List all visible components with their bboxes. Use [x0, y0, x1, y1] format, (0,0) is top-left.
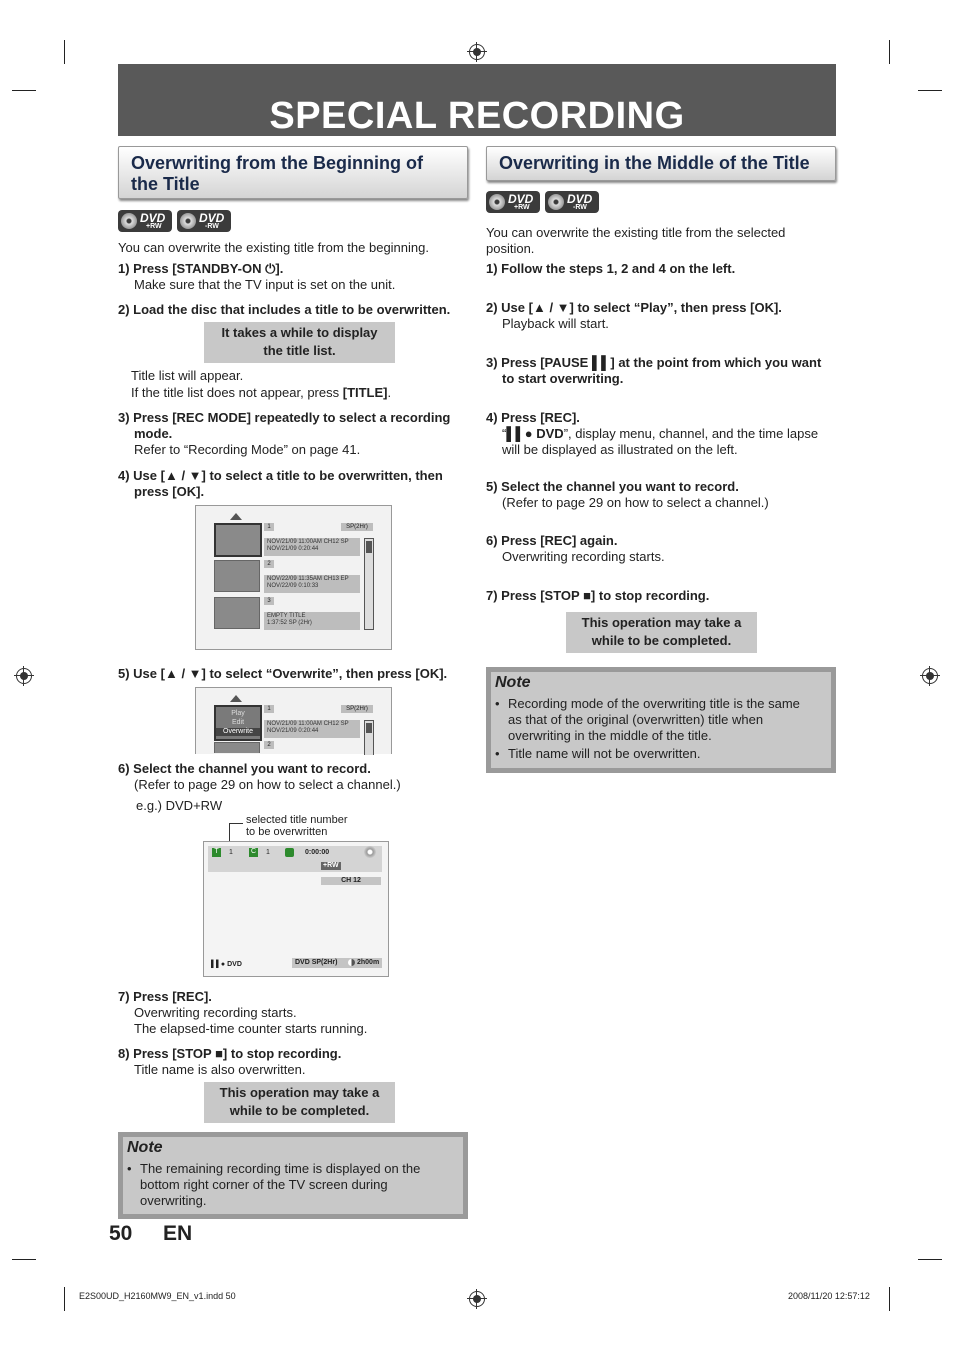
up-arrow-icon: [230, 695, 242, 702]
right-step-2-sub: Playback will start.: [502, 316, 609, 331]
info-box-title-list: It takes a while to display the title list.: [204, 322, 395, 363]
dvd-plus-rw-logo: DVD +RW: [486, 191, 540, 213]
crop-mark: [12, 90, 36, 91]
right-step-4: 4) Press [REC].: [486, 410, 580, 425]
page-number: 50: [109, 1222, 133, 1245]
disc-icon: [548, 194, 564, 210]
info-box-operation: This operation may take a while to be completed.: [204, 1082, 395, 1123]
right-step-4-sub: “▌▌● DVD”, display menu, channel, and the time lapse: [502, 426, 819, 441]
title-thumbnail: [214, 742, 260, 753]
crop-mark: [918, 1259, 942, 1260]
page-title: SPECIAL RECORDING: [269, 95, 685, 137]
overwrite-menu-screen: [195, 687, 392, 754]
title-bar: [118, 64, 836, 136]
left-step-1: 1) Press [STANDBY-ON ⏻].: [118, 261, 284, 276]
media-badge: +RW: [323, 862, 339, 869]
section-heading-left-text: Overwriting from the Beginning of the Title: [131, 153, 423, 194]
status-bar: [208, 846, 382, 872]
disc-icon: [364, 846, 376, 858]
left-after-box-2: If the title list does not appear, press [TITLE].: [131, 385, 392, 400]
right-step-5: 5) Select the channel you want to record.: [486, 479, 739, 494]
left-step-6-sub: (Refer to page 29 on how to select a channel.): [134, 777, 401, 792]
crop-mark: [889, 1287, 890, 1311]
callout-line: [229, 823, 243, 824]
title-number: 2: [264, 560, 274, 568]
crop-mark: [64, 1287, 65, 1311]
clock-icon: [285, 848, 294, 857]
right-step-5-sub: (Refer to page 29 on how to select a channel.): [502, 495, 769, 510]
note-box-left: Note • The remaining recording time is displayed on the bottom right corner of the TV screen during overwriting.: [118, 1132, 468, 1219]
right-step-3: 3) Press [PAUSE ▌▌] at the point from which you want: [486, 355, 822, 370]
title-number: 3: [264, 597, 274, 605]
left-step-3-sub: Refer to “Recording Mode” on page 41.: [134, 442, 361, 457]
note-title: Note: [495, 674, 531, 691]
right-step-7: 7) Press [STOP ■] to stop recording.: [486, 588, 710, 603]
right-step-2: 2) Use [▲ / ▼] to select “Play”, then press [OK].: [486, 300, 782, 315]
left-step-7-sub-2: The elapsed-time counter starts running.: [134, 1021, 368, 1036]
registration-mark-icon: [16, 668, 32, 684]
registration-mark-icon: [922, 668, 938, 684]
left-after-box-1: Title list will appear.: [131, 368, 244, 383]
left-step-6: 6) Select the channel you want to record.: [118, 761, 371, 776]
crop-mark: [918, 90, 942, 91]
recording-status: ▌▌● DVD: [211, 961, 242, 968]
footer-file-info: E2S00UD_H2160MW9_EN_v1.indd 50: [79, 1291, 236, 1301]
menu-item-play: Play: [231, 710, 245, 717]
menu-item-overwrite: Overwrite: [216, 728, 260, 736]
recording-mode: DVD SP(2Hr): [295, 959, 338, 966]
left-step-7: 7) Press [REC].: [118, 989, 212, 1004]
scrollbar: [364, 538, 374, 630]
chapter-icon: C: [250, 848, 257, 855]
left-step-5: 5) Use [▲ / ▼] to select “Overwrite”, then press [OK].: [118, 666, 448, 681]
note-box-right: Note • Recording mode of the overwriting title is the same as that of the original (overwritten) title when overwriting in the middle of the title. • Title name will not be overwritten.: [486, 667, 836, 773]
title-info-row: NOV/21/09 11:00AM CH12 SP NOV/21/09 0:20:44: [264, 538, 360, 556]
right-step-4-sub-cont: will be displayed as illustrated on the left.: [502, 442, 738, 457]
title-number-display: 1: [229, 849, 233, 856]
disc-icon: [121, 213, 137, 229]
remaining-time: 2h00m: [357, 959, 380, 966]
left-intro: You can overwrite the existing title from the beginning.: [118, 240, 429, 255]
dvd-minus-rw-logo: DVD -RW: [177, 210, 231, 232]
left-step-8: 8) Press [STOP ■] to stop recording.: [118, 1046, 342, 1061]
section-heading-right: [486, 146, 836, 181]
registration-mark-icon: [469, 44, 485, 60]
callout-label: selected title number to be overwritten: [246, 814, 348, 838]
right-step-6-sub: Overwriting recording starts.: [502, 549, 665, 564]
left-step-6-example: e.g.) DVD+RW: [136, 798, 223, 813]
info-box-operation-right: This operation may take a while to be completed.: [566, 612, 757, 653]
left-step-3: 3) Press [REC MODE] repeatedly to select a recording: [118, 410, 451, 425]
title-number: 2: [264, 741, 274, 749]
footer-timestamp: 2008/11/20 12:57:12: [788, 1291, 870, 1301]
crop-mark: [64, 40, 65, 64]
title-info-row: NOV/21/09 11:00AM CH12 SP NOV/21/09 0:20:44: [264, 720, 360, 738]
left-step-7-sub-1: Overwriting recording starts.: [134, 1005, 297, 1020]
language-code: EN: [163, 1222, 193, 1245]
left-step-8-sub: Title name is also overwritten.: [134, 1062, 306, 1077]
dvd-plus-rw-logo: DVD +RW: [118, 210, 172, 232]
chapter-number-display: 1: [266, 849, 270, 856]
left-step-4-cont: press [OK].: [134, 484, 205, 499]
left-step-2: 2) Load the disc that includes a title to be overwritten.: [118, 302, 451, 317]
title-thumbnail: [214, 597, 260, 629]
remaining-time-icon: [348, 959, 355, 966]
right-intro-cont: position.: [486, 241, 535, 256]
crop-mark: [12, 1259, 36, 1260]
title-number: 1: [264, 705, 274, 713]
right-intro: You can overwrite the existing title from the selected: [486, 225, 786, 240]
title-icon: T: [212, 848, 221, 857]
scrollbar: [364, 720, 374, 755]
title-thumbnail: [214, 560, 260, 592]
section-heading-left: [118, 146, 468, 199]
left-step-1-sub: Make sure that the TV input is set on the unit.: [134, 277, 396, 292]
title-mode: SP(2Hr): [341, 523, 373, 531]
title-number: 1: [264, 523, 274, 531]
disc-icon: [180, 213, 196, 229]
recording-display-screen: [203, 841, 389, 977]
title-thumbnail: [214, 705, 262, 741]
title-thumbnail: [214, 523, 262, 557]
title-info-row: EMPTY TITLE 1:37:52 SP (2Hr): [264, 612, 360, 630]
right-step-1: 1) Follow the steps 1, 2 and 4 on the left.: [486, 261, 736, 276]
note-title: Note: [127, 1139, 163, 1156]
title-mode: SP(2Hr): [341, 705, 373, 713]
right-step-6: 6) Press [REC] again.: [486, 533, 618, 548]
left-step-4: 4) Use [▲ / ▼] to select a title to be overwritten, then: [118, 468, 443, 483]
disc-icon: [489, 194, 505, 210]
title-list-screen: [195, 505, 392, 650]
title-info-row: NOV/22/09 11:35AM CH13 EP NOV/22/09 0:10:33: [264, 575, 360, 593]
left-step-3-cont: mode.: [134, 426, 173, 441]
up-arrow-icon: [230, 513, 242, 520]
menu-item-edit: Edit: [231, 719, 245, 726]
elapsed-time: 0:00:00: [305, 849, 330, 856]
channel-display: CH 12: [321, 877, 381, 885]
section-heading-right-text: Overwriting in the Middle of the Title: [499, 153, 810, 173]
crop-mark: [889, 40, 890, 64]
right-step-3-cont: to start overwriting.: [502, 371, 624, 386]
registration-mark-icon: [469, 1291, 485, 1307]
dvd-minus-rw-logo: DVD -RW: [545, 191, 599, 213]
